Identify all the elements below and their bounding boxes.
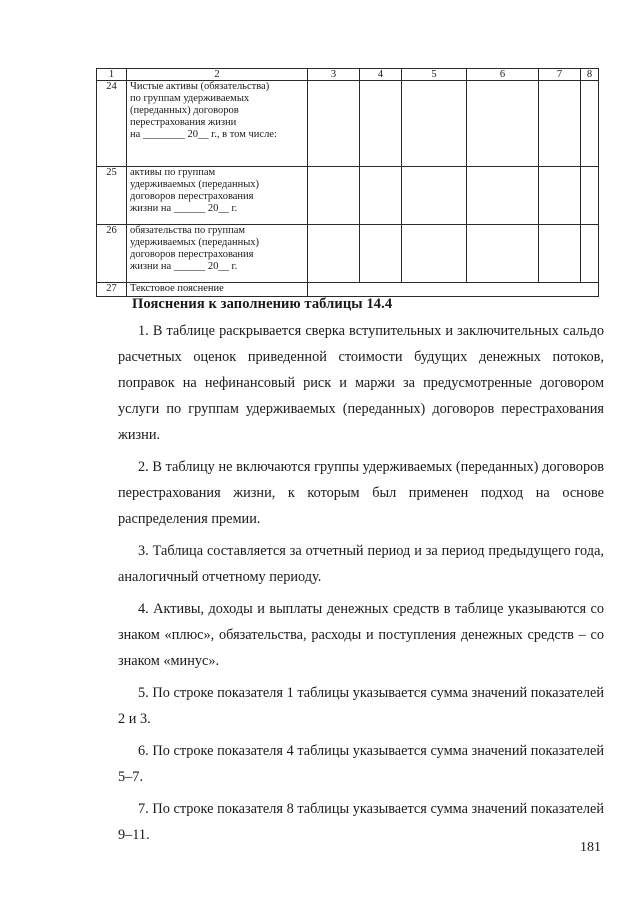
table-row bbox=[97, 167, 599, 225]
row-number: 26 bbox=[97, 225, 127, 283]
header-cell: 4 bbox=[360, 69, 402, 81]
row-number: 25 bbox=[97, 167, 127, 225]
paragraph: 1. В таблице раскрывается сверка вступительных и заключительных сальдо расчетных оценок приведенной стоимости будущих денежных потоков, поправок на нефинансовый риск и маржи за предусмотренные договором услуги по группам удерживаемых (переданных) договоров перестрахования жизни. bbox=[118, 323, 604, 443]
value-cell bbox=[467, 225, 539, 283]
explanation-text bbox=[118, 318, 604, 854]
header-cell: 8 bbox=[581, 69, 599, 81]
value-cell bbox=[539, 225, 581, 283]
value-cell bbox=[308, 167, 360, 225]
value-cell bbox=[360, 81, 402, 167]
value-cell bbox=[402, 81, 467, 167]
value-cell bbox=[308, 225, 360, 283]
reconciliation-table bbox=[96, 68, 599, 297]
row-number: 27 bbox=[97, 283, 127, 297]
header-cell: 5 bbox=[402, 69, 467, 81]
header-cell: 1 bbox=[97, 69, 127, 81]
value-cell bbox=[308, 81, 360, 167]
row-number: 24 bbox=[97, 81, 127, 167]
paragraph: 6. По строке показателя 4 таблицы указывается сумма значений показателей 5–7. bbox=[118, 743, 604, 785]
header-cell: 7 bbox=[539, 69, 581, 81]
value-cell bbox=[581, 81, 599, 167]
section-heading: Пояснения к заполнению таблицы 14.4 bbox=[132, 296, 393, 312]
header-cell: 2 bbox=[127, 69, 308, 81]
paragraph: 7. По строке показателя 8 таблицы указывается сумма значений показателей 9–11. bbox=[118, 801, 604, 843]
value-cell bbox=[360, 225, 402, 283]
value-cell bbox=[539, 81, 581, 167]
row-description: обязательства по группам удерживаемых (переданных) договоров перестрахования жизни на ______ 20__ г. bbox=[127, 225, 308, 283]
header-cell: 3 bbox=[308, 69, 360, 81]
value-cell bbox=[467, 81, 539, 167]
header-cell: 6 bbox=[467, 69, 539, 81]
paragraph: 5. По строке показателя 1 таблицы указывается сумма значений показателей 2 и 3. bbox=[118, 685, 604, 727]
page-number: 181 bbox=[580, 840, 601, 855]
row-description: активы по группам удерживаемых (переданных) договоров перестрахования жизни на ______ 20__ г. bbox=[127, 167, 308, 225]
paragraph: 4. Активы, доходы и выплаты денежных средств в таблице указываются со знаком «плюс», обязательства, расходы и поступления денежных средств – со знаком «минус». bbox=[118, 601, 604, 669]
value-cell bbox=[402, 167, 467, 225]
table-row bbox=[97, 283, 599, 297]
row-description: Текстовое пояснение bbox=[127, 283, 308, 297]
paragraph: 2. В таблицу не включаются группы удерживаемых (переданных) договоров перестрахования жизни, к которым был применен подход на основе распределения премии. bbox=[118, 459, 604, 527]
value-cell bbox=[467, 167, 539, 225]
table-row bbox=[97, 225, 599, 283]
value-cell bbox=[581, 225, 599, 283]
value-cell bbox=[360, 167, 402, 225]
table-row bbox=[97, 81, 599, 167]
value-cell bbox=[539, 167, 581, 225]
table-header-row bbox=[97, 69, 599, 81]
row-description: Чистые активы (обязательства) по группам удерживаемых (переданных) договоров перестрахования жизни на ________ 20__ г., в том числе: bbox=[127, 81, 308, 167]
value-cell bbox=[402, 225, 467, 283]
merged-value-cell bbox=[308, 283, 599, 297]
value-cell bbox=[581, 167, 599, 225]
paragraph: 3. Таблица составляется за отчетный период и за период предыдущего года, аналогичный отчетному периоду. bbox=[118, 543, 604, 585]
